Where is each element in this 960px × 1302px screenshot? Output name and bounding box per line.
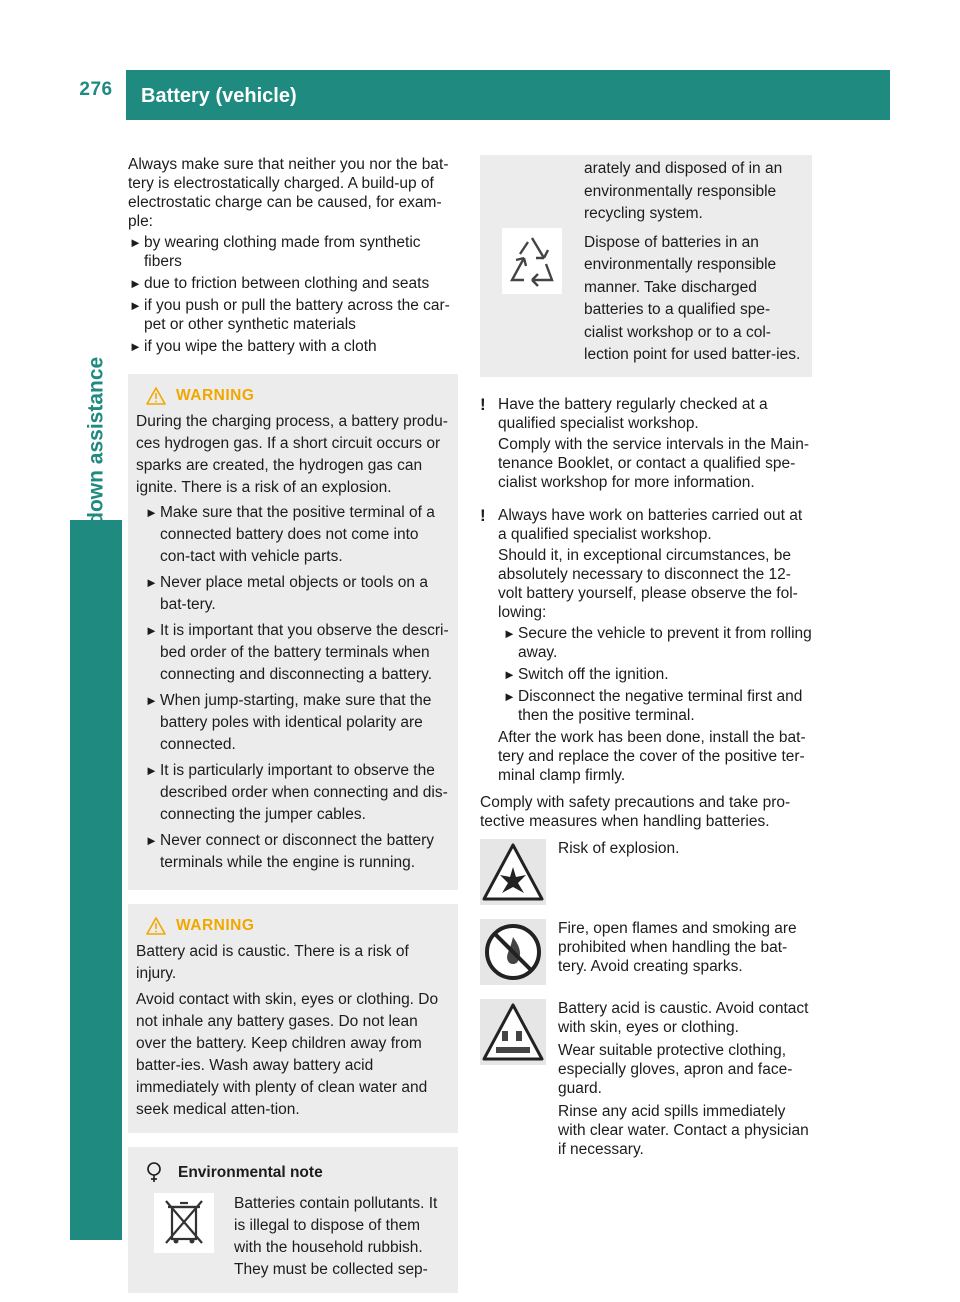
lightbulb-icon — [144, 1161, 164, 1183]
environmental-note-box-continued — [480, 155, 812, 377]
warning-heading — [146, 386, 450, 405]
warning-box-charging — [128, 374, 458, 890]
list-item: ► Switch off the ignition. — [503, 665, 669, 683]
warning-text: Avoid contact with skin, eyes or clothing. Do not inhale any battery gases. Do not lean over the battery. Keep children away from batter-ies. Wash away battery acid immediately with plenty of clean water and seek medical atten-tion. — [136, 991, 439, 1118]
hazard-row — [480, 839, 812, 905]
list-item: ► Never place metal objects or tools on a bat-tery. — [145, 574, 428, 613]
list-item: ► It is important that you observe the descri-bed order of the battery terminals when connecting and disconnecting a battery. — [145, 622, 449, 683]
list-item: ► by wearing clothing made from synthetic fibers — [129, 234, 421, 270]
warning-box-acid — [128, 904, 458, 1133]
notice-text: Comply with the service intervals in the Main-tenance Booklet, or contact a qualified spe-cialist workshop for more information. — [498, 435, 809, 491]
notice-text: Always have work on batteries carried out at a qualified specialist workshop. — [498, 506, 803, 543]
list-item: ► if you wipe the battery with a cloth — [129, 338, 377, 355]
notice-text: Have the battery regularly checked at a qualified specialist workshop. — [498, 395, 768, 432]
warning-heading — [146, 916, 450, 935]
notice-icon: ! — [480, 394, 486, 414]
hazard-row — [480, 999, 812, 1163]
hazard-row — [480, 919, 812, 985]
warning-text: During the charging process, a battery produ-ces hydrogen gas. If a short circuit occurs or sparks are created, the hydrogen gas can ignite. There is a risk of an explosion. — [136, 413, 448, 496]
list-item: ► It is particularly important to observe the described order when connecting and dis-connecting the jumper cables. — [145, 762, 448, 823]
env-title: Environmental note — [178, 1163, 323, 1181]
warning-triangle-icon — [146, 917, 166, 935]
hazard-text: Rinse any acid spills immediately with clear water. Contact a physician if necessary. — [558, 1102, 809, 1158]
list-item: ► When jump-starting, make sure that the battery poles with identical polarity are connected. — [145, 692, 432, 753]
hazard-text: Risk of explosion. — [558, 839, 680, 857]
notice-text: Should it, in exceptional circumstances, be absolutely necessary to disconnect the 12-volt battery yourself, please observe the fol-lowing: — [498, 546, 798, 621]
crossed-bin-icon — [154, 1193, 214, 1253]
env-text-dispose: Dispose of batteries in an environmentally responsible manner. Take discharged batteries to a qualified spe-cialist workshop or to a col-lection point for used batter-ies. — [584, 233, 801, 363]
recycling-icon — [502, 228, 562, 294]
left-column — [128, 155, 458, 1293]
notice-battery-work — [480, 506, 812, 785]
env-text: Batteries contain pollutants. It is illegal to dispose of them with the household rubbish. They must be collected sep- — [234, 1195, 438, 1278]
corrosive-warning-icon — [480, 999, 546, 1065]
list-item: ► Secure the vehicle to prevent it from rolling away. — [503, 624, 812, 661]
page-number: 276 — [79, 79, 113, 100]
notice-text: After the work has been done, install the bat-tery and replace the cover of the positive ter-minal clamp firmly. — [498, 728, 806, 784]
side-tab-bar — [70, 520, 122, 1240]
intro-paragraph: Always make sure that neither you nor the bat-tery is electrostatically charged. A build-up of electrostatic charge can be caused, for exam-ple: — [128, 156, 449, 230]
side-tab-label: Breakdown assistance — [84, 356, 108, 584]
warning-title: WARNING — [176, 387, 255, 404]
env-text-continued: arately and disposed of in an environmentally responsible recycling system. — [584, 160, 783, 222]
hazard-text: Battery acid is caustic. Avoid contact with skin, eyes or clothing. — [558, 999, 809, 1036]
warning-triangle-icon — [146, 387, 166, 405]
page-title: Battery (vehicle) — [141, 85, 297, 107]
list-item: ► if you push or pull the battery across the car-pet or other synthetic materials — [129, 297, 450, 333]
notice-battery-check — [480, 395, 812, 492]
explosion-warning-icon — [480, 839, 546, 905]
env-heading — [144, 1161, 450, 1183]
environmental-note-box — [128, 1147, 458, 1293]
list-item: ► Disconnect the negative terminal first and then the positive terminal. — [503, 687, 803, 724]
warning-text: Battery acid is caustic. There is a risk of injury. — [136, 943, 409, 982]
hazard-text: Wear suitable protective clothing, especially gloves, apron and face-guard. — [558, 1041, 793, 1097]
list-item: ► due to friction between clothing and seats — [129, 275, 430, 292]
right-column — [480, 155, 812, 1163]
list-item: ► Never connect or disconnect the battery terminals while the engine is running. — [145, 832, 434, 871]
safety-intro: Comply with safety precautions and take pro-tective measures when handling batteries. — [480, 793, 791, 830]
warning-title: WARNING — [176, 917, 255, 934]
no-fire-icon — [480, 919, 546, 985]
notice-icon: ! — [480, 505, 486, 525]
list-item: ► Make sure that the positive terminal of a connected battery does not come into con-tact with vehicle parts. — [145, 504, 435, 565]
hazard-text: Fire, open flames and smoking are prohibited when handling the bat-tery. Avoid creating sparks. — [558, 919, 797, 975]
